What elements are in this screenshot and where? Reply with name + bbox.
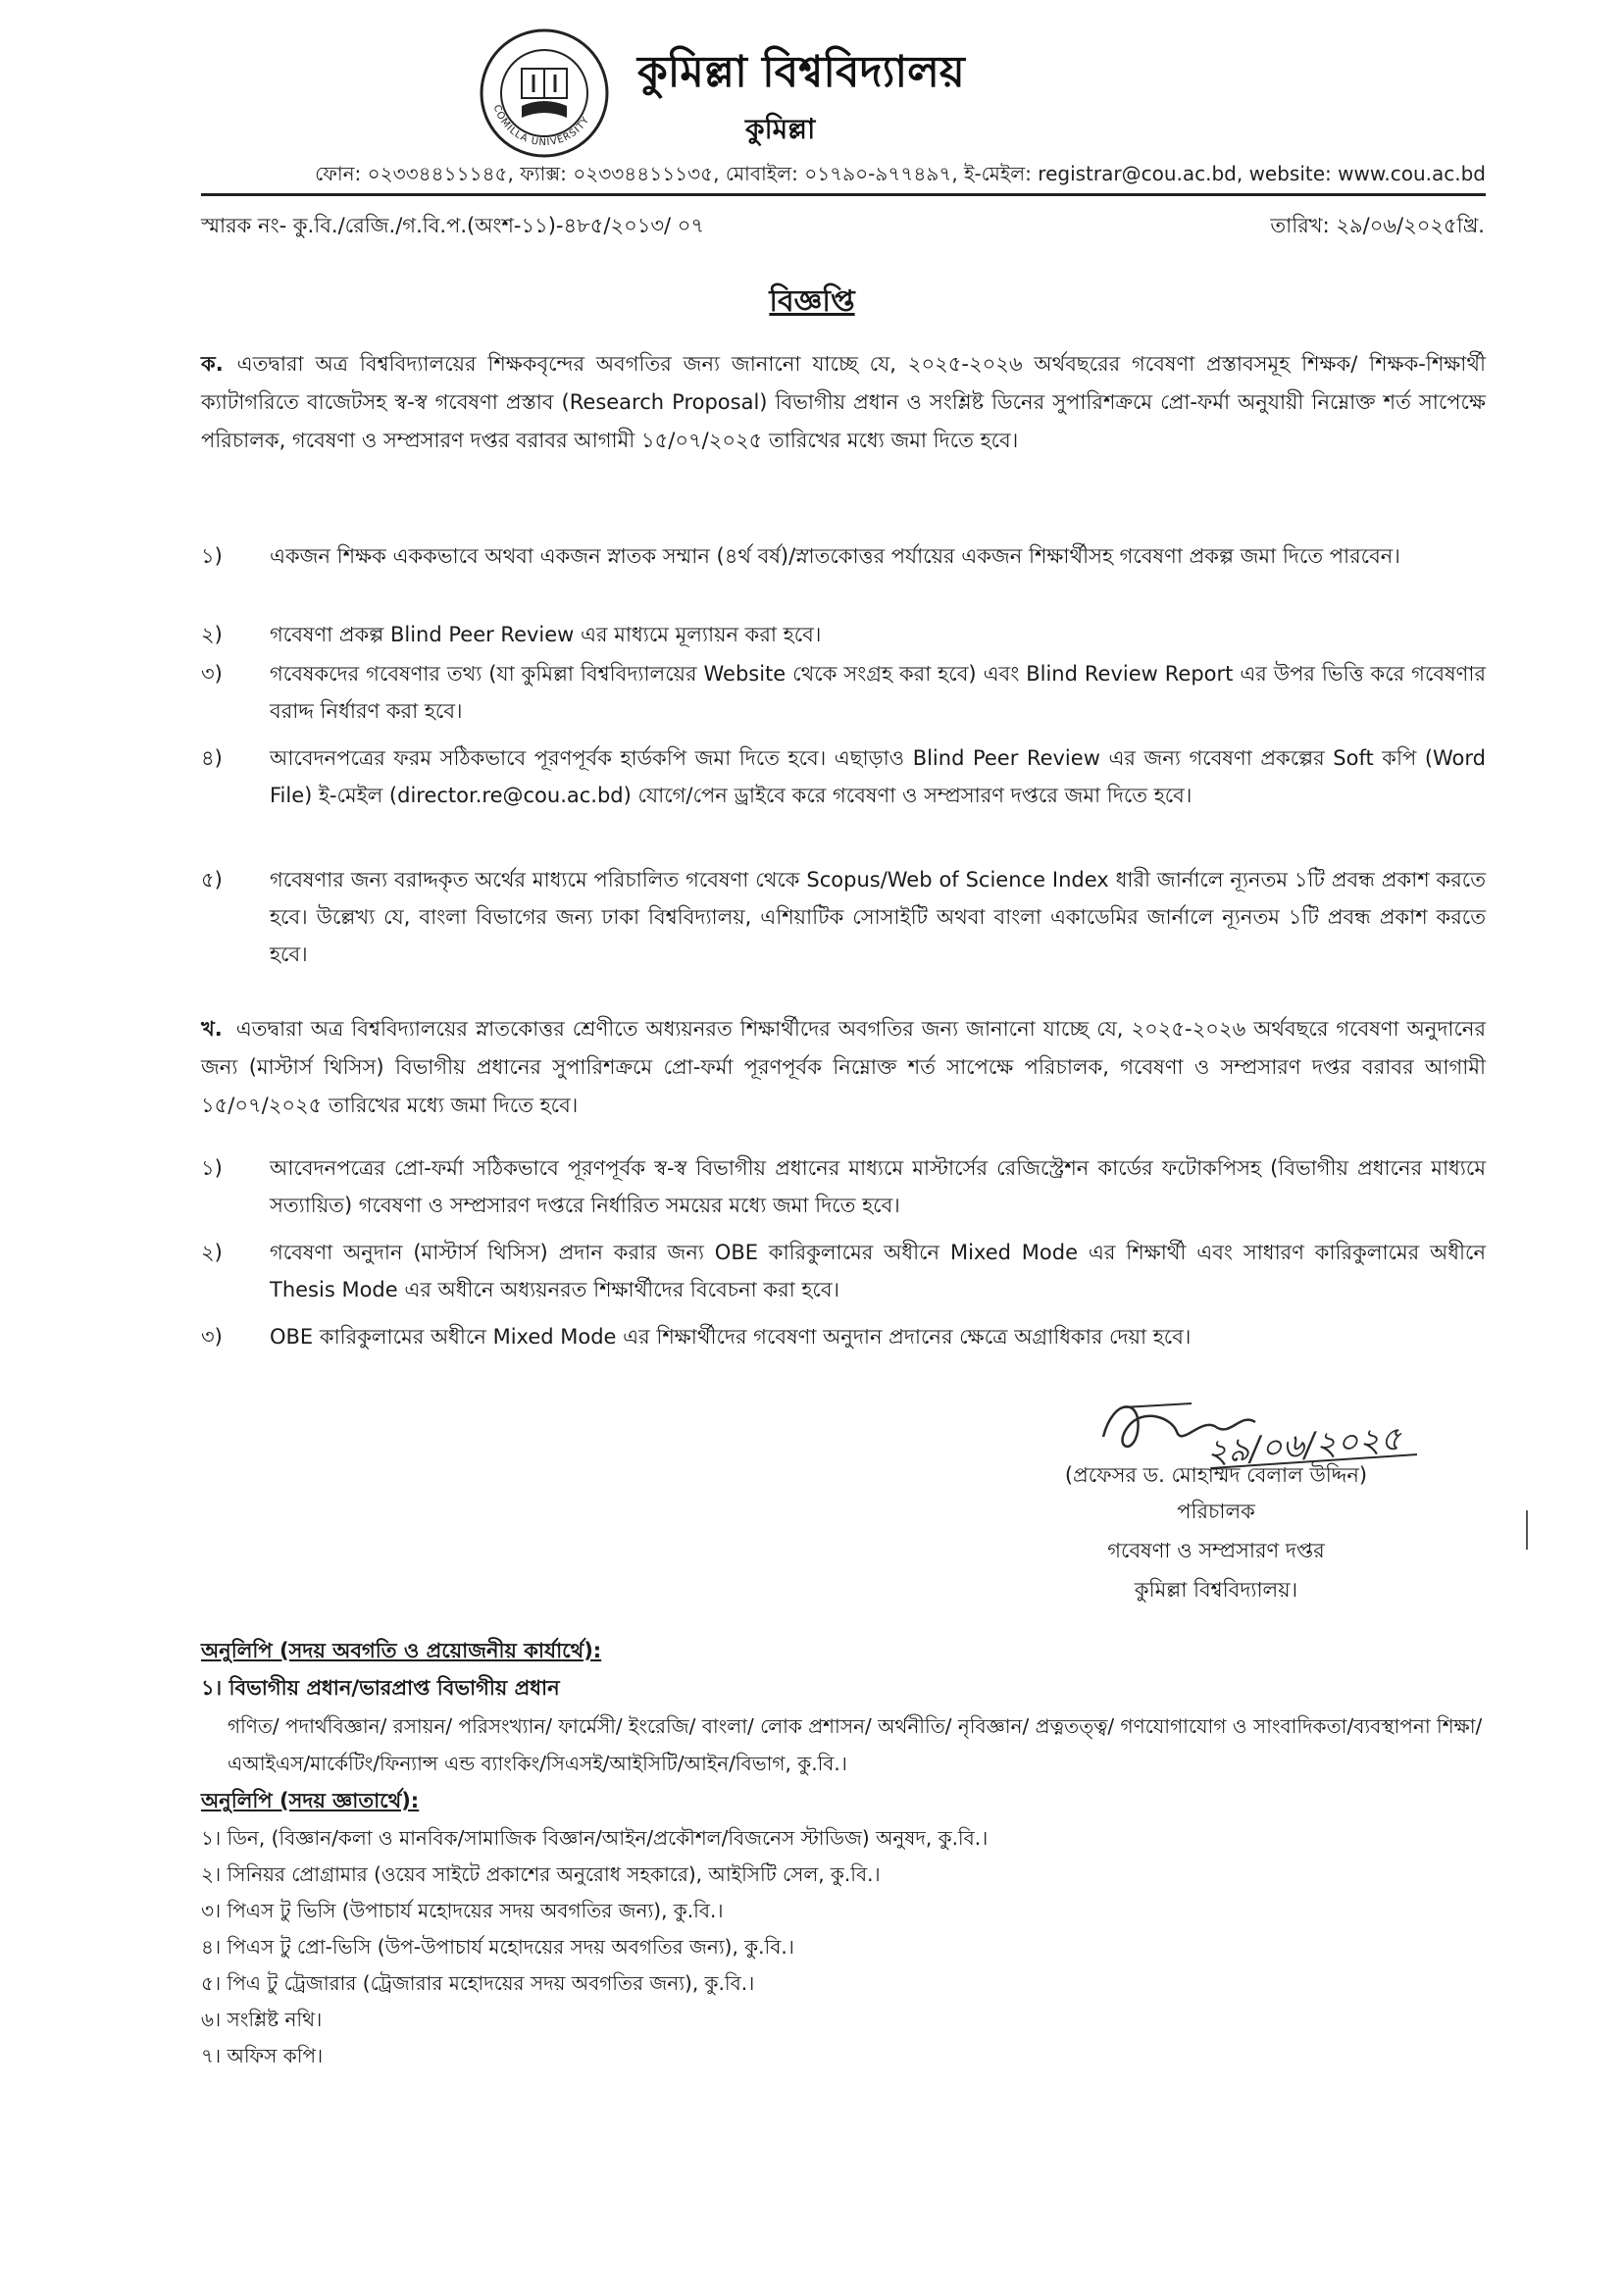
item-text: গবেষণা প্রকল্প Blind Peer Review এর মাধ্যমে মূল্যায়ন করা হবে। bbox=[270, 623, 822, 646]
section-a-intro-text: এতদ্বারা অত্র বিশ্ববিদ্যালয়ের শিক্ষকবৃন্দের অবগতির জন্য জানানো যাচ্ছে যে, ২০২৫-২০২৬ অর্থবছরের গবেষণা প্রস্তাবসমূহ শিক্ষক/ শিক্ষক-শিক্ষার্থী ক্যাটাগরিতে বাজেটসহ স্ব-স্ব গবেষণা প্রস্তাব (Research Proposal) বিভাগীয় প্রধান ও সংশ্লিষ্ট ডিনের সুপারিশক্রমে প্রো-ফর্মা অনুযায়ী নিম্নোক্ত শর্ত সাপেক্ষে পরিচালক, গবেষণা ও সম্প্রসারণ দপ্তর বরাবর আগামী ১৫/০৭/২০২৫ তারিখের মধ্যে জমা দিতে হবে। bbox=[201, 352, 1486, 452]
memo-number: স্মারক নং- কু.বি./রেজি./গ.বি.প.(অংশ-১১)-৪৮৫/২০১৩/ ০৭ bbox=[201, 214, 705, 237]
item-text: OBE কারিকুলামের অধীনে Mixed Mode এর শিক্ষার্থীদের গবেষণা অনুদান প্রদানের ক্ষেত্রে অগ্রাধিকার দেয়া হবে। bbox=[270, 1325, 1192, 1349]
contact-line: ফোন: ০২৩৩৪৪১১১৪৫, ফ্যাক্স: ০২৩৩৪৪১১১৩৫, মোবাইল: ০১৭৯০-৯৭৭৪৯৭, ই-মেইল: registrar@cou.ac.bd, website: www.cou.ac.bd bbox=[315, 162, 1486, 185]
item-text: একজন শিক্ষক এককভাবে অথবা একজন স্নাতক সম্মান (৪র্থ বর্ষ)/স্নাতকোত্তর পর্যায়ের একজন শিক্ষার্থীসহ গবেষণা প্রকল্প জমা দিতে পারবেন। bbox=[270, 544, 1400, 568]
section-a-item bbox=[201, 861, 1486, 977]
university-name: কুমিল্লা বিশ্ববিদ্যালয় bbox=[637, 47, 965, 97]
item-number: ১) bbox=[201, 544, 223, 568]
section-b-item bbox=[201, 1149, 1486, 1226]
section-b-marker: খ. bbox=[201, 1017, 223, 1041]
section-a-intro bbox=[201, 345, 1486, 460]
signatory-institution: কুমিল্লা বিশ্ববিদ্যালয়। bbox=[1134, 1578, 1298, 1602]
copy-recipient: ৫। পিএ টু ট্রেজারার (ট্রেজারার মহোদয়ের সদয় অবগতির জন্য), কু.বি.। bbox=[201, 1971, 755, 1995]
item-number: ৪) bbox=[201, 746, 223, 770]
copy-recipient: ৭। অফিস কপি। bbox=[201, 2044, 324, 2067]
signatory-office: গবেষণা ও সম্প্রসারণ দপ্তর bbox=[1107, 1539, 1325, 1562]
section-b-item bbox=[201, 1234, 1486, 1310]
item-number: ৫) bbox=[201, 868, 223, 892]
copy-recipient: ৩। পিএস টু ভিসি (উপাচার্য মহোদয়ের সদয় অবগতির জন্য), কু.বি.। bbox=[201, 1899, 724, 1922]
section-a-item bbox=[201, 655, 1486, 732]
item-text: গবেষকদের গবেষণার তথ্য (যা কুমিল্লা বিশ্ববিদ্যালয়ের Website থেকে সংগ্রহ করা হবে) এবং Blind Review Report এর উপর ভিত্তি করে গবেষণার বরাদ্দ নির্ধারণ করা হবে। bbox=[270, 662, 1486, 723]
item-text: গবেষণা অনুদান (মাস্টার্স থিসিস) প্রদান করার জন্য OBE কারিকুলামের অধীনে Mixed Mode এর শিক্ষার্থী এবং সাধারণ কারিকুলামের অধীনে Thesis Mode এর অধীনে অধ্যয়নরত শিক্ষার্থীদের বিবেচনা করা হবে। bbox=[270, 1241, 1486, 1301]
item-number: ৩) bbox=[201, 662, 223, 686]
header-divider bbox=[201, 193, 1486, 196]
university-city: কুমিল্লা bbox=[745, 113, 816, 145]
section-a-item bbox=[201, 616, 1486, 655]
signatory-name: (প্রফেসর ড. মোহাম্মদ বেলাল উদ্দিন) bbox=[1064, 1463, 1368, 1487]
item-text: গবেষণার জন্য বরাদ্দকৃত অর্থের মাধ্যমে পরিচালিত গবেষণা থেকে Scopus/Web of Science Index ধারী জার্নালে ন্যূনতম ১টি প্রবন্ধ প্রকাশ করতে হবে। উল্লেখ্য যে, বাংলা বিভাগের জন্য ঢাকা বিশ্ববিদ্যালয়, এশিয়াটিক সোসাইটি অথবা বাংলা একাডেমির জার্নালে ন্যূনতম ১টি প্রবন্ধ প্রকাশ করতে হবে। bbox=[270, 868, 1486, 966]
section-b-item bbox=[201, 1318, 1486, 1357]
section-a-item bbox=[201, 739, 1486, 855]
margin-mark bbox=[1526, 1510, 1528, 1550]
section-b-intro-text: এতদ্বারা অত্র বিশ্ববিদ্যালয়ের স্নাতকোত্তর শ্রেণীতে অধ্যয়নরত শিক্ষার্থীদের অবগতির জন্য জানানো যাচ্ছে যে, ২০২৫-২০২৬ অর্থবছরে গবেষণা অনুদানের জন্য (মাস্টার্স থিসিস) বিভাগীয় প্রধানের সুপারিশক্রমে প্রো-ফর্মা পূরণপূর্বক নিম্নোক্ত শর্ত সাপেক্ষে পরিচালক, গবেষণা ও সম্প্রসারণ দপ্তর বরাবর আগামী ১৫/০৭/২০২৫ তারিখের মধ্যে জমা দিতে হবে। bbox=[201, 1017, 1486, 1117]
item-text: আবেদনপত্রের প্রো-ফর্মা সঠিকভাবে পূরণপূর্বক স্ব-স্ব বিভাগীয় প্রধানের মাধ্যমে মাস্টার্সের রেজিস্ট্রেশন কার্ডের ফটোকপিসহ (বিভাগীয় প্রধানের মাধ্যমে সত্যায়িত) গবেষণা ও সম্প্রসারণ দপ্তরে নির্ধারিত সময়ের মধ্যে জমা দিতে হবে। bbox=[270, 1156, 1486, 1217]
section-a-marker: ক. bbox=[201, 352, 224, 376]
item-number: ১) bbox=[201, 1156, 223, 1180]
copies-group-title: ১। বিভাগীয় প্রধান/ভারপ্রাপ্ত বিভাগীয় প্রধান bbox=[201, 1676, 560, 1700]
university-logo-icon bbox=[479, 27, 610, 159]
item-number: ২) bbox=[201, 623, 223, 646]
signature-date: ২৯/০৬/২০২৫ bbox=[1204, 1419, 1403, 1472]
memo-date: তারিখ: ২৯/০৬/২০২৫খ্রি. bbox=[1270, 214, 1485, 237]
item-number: ২) bbox=[201, 1241, 223, 1264]
copy-recipient: ১। ডিন, (বিজ্ঞান/কলা ও মানবিক/সামাজিক বিজ্ঞান/আইন/প্রকৌশল/বিজনেস স্টাডিজ) অনুষদ, কু.বি.। bbox=[201, 1826, 989, 1850]
copies-group-departments: গণিত/ পদার্থবিজ্ঞান/ রসায়ন/ পরিসংখ্যান/ ফার্মেসী/ ইংরেজি/ বাংলা/ লোক প্রশাসন/ অর্থনীতি/ নৃবিজ্ঞান/ প্রত্নতত্ত্ব/ গণযোগাযোগ ও সাংবাদিকতা/ব্যবস্থাপনা শিক্ষা/এআইএস/মার্কেটিং/ফিন্যান্স এন্ড ব্যাংকিং/সিএসই/আইসিটি/আইন/বিভাগ, কু.বি.। bbox=[228, 1714, 1483, 1775]
copies-heading-action: অনুলিপি (সদয় অবগতি ও প্রয়োজনীয় কার্যার্থে): bbox=[201, 1639, 602, 1662]
copy-recipient: ৪। পিএস টু প্রো-ভিসি (উপ-উপাচার্য মহোদয়ের সদয় অবগতির জন্য), কু.বি.। bbox=[201, 1935, 794, 1959]
signatory-designation: পরিচালক bbox=[1177, 1500, 1255, 1523]
svg-text:COMILLA UNIVERSITY: COMILLA UNIVERSITY bbox=[490, 103, 592, 149]
copy-recipient: ২। সিনিয়র প্রোগ্রামার (ওয়েব সাইটে প্রকাশের অনুরোধ সহকারে), আইসিটি সেল, কু.বি.। bbox=[201, 1862, 881, 1886]
item-number: ৩) bbox=[201, 1325, 223, 1349]
section-b-intro bbox=[201, 1010, 1486, 1125]
notice-title: বিজ্ঞপ্তি bbox=[769, 284, 855, 319]
item-text: আবেদনপত্রের ফরম সঠিকভাবে পূরণপূর্বক হার্ডকপি জমা দিতে হবে। এছাড়াও Blind Peer Review এর জন্য গবেষণা প্রকল্পের Soft কপি (Word File) ই-মেইল (director.re@cou.ac.bd) যোগে/পেন ড্রাইবে করে গবেষণা ও সম্প্রসারণ দপ্তরে জমা দিতে হবে। bbox=[270, 746, 1486, 807]
copies-heading-info: অনুলিপি (সদয় জ্ঞাতার্থে): bbox=[201, 1789, 420, 1812]
section-a-item bbox=[201, 537, 1486, 614]
copy-recipient: ৬। সংশ্লিষ্ট নথি। bbox=[201, 2008, 323, 2031]
